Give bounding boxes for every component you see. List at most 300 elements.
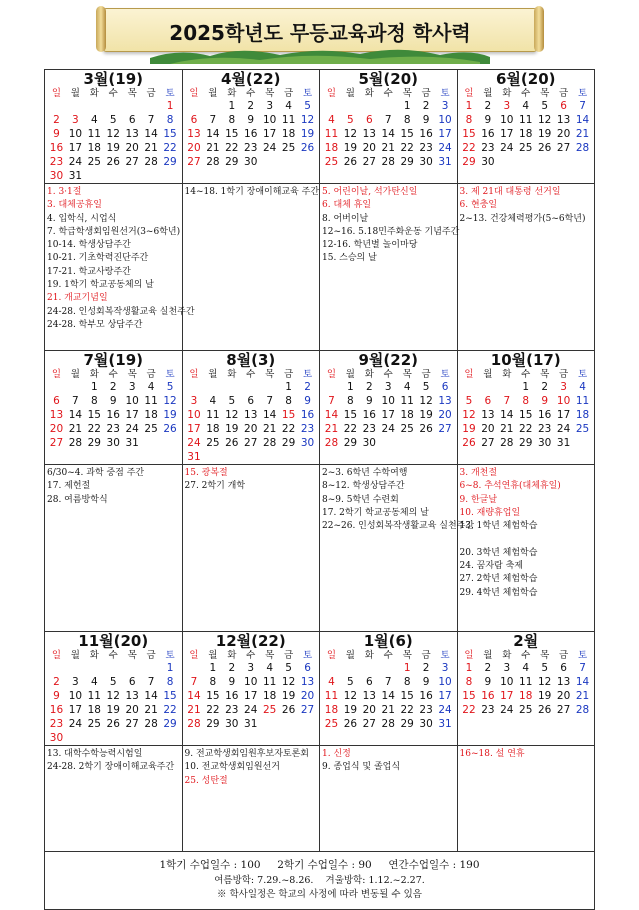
event-note: 3. 개천절 (459, 468, 498, 478)
calendar-day: 28 (68, 437, 83, 449)
vacation-summary: 여름방학: 7.29.~8.26. 겨울방학: 1.12.~2.27. (214, 875, 425, 886)
weekday-label: 월 (483, 650, 493, 661)
calendar-day: 5 (541, 100, 549, 112)
calendar-day: 4 (90, 676, 98, 688)
event-note: 24. 꿈자람 축제 (459, 561, 524, 572)
weekday-label: 목 (540, 88, 550, 99)
calendar-day: 1 (465, 100, 473, 112)
calendar-day: 6 (190, 114, 198, 126)
weekday-label: 수 (246, 369, 256, 380)
calendar-day: 24 (438, 142, 452, 154)
calendar-day: 26 (281, 704, 296, 716)
calendar-day: 11 (281, 114, 296, 126)
calendar-day (47, 99, 66, 113)
calendar-day (185, 380, 204, 394)
calendar-day (123, 99, 142, 113)
calendar-day: 27 (125, 718, 139, 730)
calendar-day: 28 (575, 142, 590, 154)
calendar-day: 26 (537, 142, 552, 154)
month-notes (182, 184, 320, 351)
weekday-label: 수 (521, 88, 531, 99)
calendar-day (279, 450, 298, 464)
calendar-day: 14 (144, 690, 158, 702)
weekday-label: 금 (284, 650, 294, 661)
calendar-day: 27 (362, 156, 376, 168)
weekday-label: 목 (127, 88, 137, 99)
calendar-day: 15 (462, 128, 476, 140)
calendar-day: 7 (147, 676, 155, 688)
day-grid (183, 650, 320, 731)
calendar-day: 14 (381, 128, 395, 140)
month-title: 4월(22) (220, 70, 281, 88)
calendar-day (279, 155, 298, 169)
weekday-label: 금 (284, 369, 294, 380)
calendar-day: 13 (362, 128, 376, 140)
calendar-day: 28 (381, 718, 395, 730)
event-note: 28. 여름방학식 (47, 494, 108, 505)
calendar-day: 29 (400, 718, 414, 730)
day-grid (45, 650, 182, 745)
month-calendar (457, 351, 595, 465)
weekday-label: 일 (189, 88, 199, 99)
calendar-day: 23 (106, 423, 120, 435)
calendar-day: 11 (144, 395, 158, 407)
calendar-day: 21 (575, 128, 590, 140)
calendar-day: 14 (500, 409, 514, 421)
calendar-day: 16 (300, 409, 315, 421)
calendar-day: 9 (53, 128, 60, 140)
calendar-day: 10 (125, 395, 139, 407)
event-note: 10-14. 학생상담주간 (47, 240, 131, 251)
event-note: 10-21. 기초학력진단주간 (47, 253, 149, 264)
event-note: 7. 학급학생회임원선거(3~6학년) (47, 226, 181, 237)
weekday-label: 토 (440, 650, 450, 661)
weekday-label: 토 (577, 88, 588, 99)
calendar-day: 3 (503, 100, 511, 112)
calendar-day: 14 (262, 409, 277, 421)
calendar-day: 25 (575, 423, 590, 435)
calendar-day: 28 (575, 704, 590, 716)
calendar-day: 29 (163, 718, 177, 730)
calendar-day: 25 (87, 156, 101, 168)
calendar-day (142, 99, 161, 113)
calendar-day: 5 (109, 676, 117, 688)
calendar-day: 26 (343, 718, 358, 730)
calendar-day: 11 (400, 395, 414, 407)
calendar-day: 5 (347, 114, 354, 126)
weekday-label: 목 (265, 88, 275, 99)
calendar-day: 16 (419, 128, 433, 140)
calendar-day: 29 (519, 437, 533, 449)
calendar-day: 17 (187, 423, 201, 435)
hills-decoration (150, 44, 490, 64)
calendar-day (573, 155, 592, 169)
calendar-day: 22 (225, 142, 239, 154)
calendar-day: 28 (206, 156, 220, 168)
calendar-day: 14 (575, 114, 590, 126)
weekday-label: 수 (521, 369, 531, 380)
calendar-day (222, 450, 241, 464)
calendar-day (260, 155, 279, 169)
calendar-day: 27 (362, 718, 376, 730)
calendar-day (104, 731, 123, 745)
event-note: 21. 개교기념일 (47, 293, 108, 304)
weekday-label: 월 (208, 650, 218, 661)
calendar-day (203, 380, 222, 394)
weekday-label: 화 (89, 369, 99, 380)
calendar-day: 30 (300, 437, 315, 449)
calendar-day: 20 (49, 423, 64, 435)
calendar-day: 11 (206, 409, 220, 421)
calendar-day: 8 (90, 395, 98, 407)
calendar-day: 3 (503, 662, 511, 674)
calendar-day: 13 (556, 114, 571, 126)
calendar-day: 9 (304, 395, 311, 407)
calendar-day: 30 (537, 437, 552, 449)
calendar-day: 14 (187, 690, 201, 702)
calendar-day: 4 (522, 662, 530, 674)
calendar-day: 29 (462, 156, 476, 168)
month-title: 9월(22) (358, 351, 418, 369)
calendar-day: 6 (560, 662, 567, 674)
calendar-day (185, 661, 204, 675)
calendar-day: 23 (481, 704, 495, 716)
calendar-day: 23 (362, 423, 376, 435)
calendar-day: 12 (300, 114, 315, 126)
calendar-day: 30 (225, 718, 239, 730)
weekday-label: 금 (421, 369, 431, 380)
calendar-day (379, 661, 398, 675)
day-grid (183, 369, 320, 464)
calendar-day: 13 (244, 409, 258, 421)
weekday-label: 목 (127, 650, 137, 661)
calendar-day: 16 (244, 128, 258, 140)
calendar-day: 17 (68, 142, 83, 154)
calendar-day: 27 (481, 437, 495, 449)
calendar-day: 31 (68, 170, 83, 182)
calendar-day: 9 (53, 690, 60, 702)
calendar-day (360, 661, 379, 675)
calendar-day: 1 (347, 381, 354, 393)
weekday-label: 금 (284, 88, 294, 99)
calendar-day: 5 (109, 114, 117, 126)
calendar-day: 24 (438, 704, 452, 716)
calendar-day: 15 (400, 128, 414, 140)
calendar-day: 11 (87, 128, 101, 140)
calendar-day: 27 (300, 704, 315, 716)
day-grid (45, 369, 182, 450)
calendar-day: 10 (68, 690, 83, 702)
calendar-day: 26 (537, 704, 552, 716)
calendar-day: 8 (522, 395, 530, 407)
calendar-day: 6 (128, 676, 136, 688)
calendar-day: 30 (244, 156, 258, 168)
calendar-day: 18 (262, 690, 277, 702)
weekday-label: 토 (302, 88, 313, 99)
calendar-day (260, 717, 279, 731)
calendar-day (497, 380, 516, 394)
calendar-day: 23 (225, 704, 239, 716)
event-note: 6/30~4. 과학 중점 주간 (47, 468, 145, 478)
event-note: 27. 2학년 체험학습 (459, 574, 538, 585)
calendar-day: 8 (209, 676, 217, 688)
calendar-day: 13 (438, 395, 452, 407)
calendar-day: 5 (166, 381, 174, 393)
event-note: 6. 현충일 (459, 200, 498, 211)
calendar-day: 1 (403, 662, 411, 674)
month-title: 10월(17) (490, 351, 561, 369)
calendar-day: 3 (266, 100, 274, 112)
weekday-label: 수 (383, 369, 393, 380)
month-calendar (182, 632, 320, 746)
weekday-label: 목 (402, 369, 412, 380)
calendar-day (47, 380, 66, 394)
calendar-day: 4 (328, 114, 335, 126)
calendar-day: 18 (144, 409, 158, 421)
calendar-day: 9 (422, 114, 430, 126)
event-note: 12-16. 학년별 놀이마당 (322, 240, 418, 251)
calendar-day (203, 450, 222, 464)
day-grid (320, 650, 457, 731)
calendar-day: 24 (500, 704, 514, 716)
calendar-day: 13 (300, 676, 315, 688)
calendar-day: 4 (328, 676, 335, 688)
calendar-day: 30 (419, 156, 433, 168)
calendar-day (123, 169, 142, 183)
weekday-label: 수 (108, 650, 118, 661)
calendar-day (185, 99, 204, 113)
calendar-day: 17 (500, 128, 514, 140)
event-note: 14~18. 1학기 장애이해교육 주간 (184, 187, 320, 197)
event-note: 17. 제헌절 (47, 481, 91, 492)
event-note: 27. 2학기 개학 (184, 481, 246, 492)
weekday-label: 수 (108, 88, 118, 99)
weekday-label: 일 (326, 369, 337, 380)
calendar-day: 25 (262, 704, 277, 716)
event-note: 9. 한글날 (459, 494, 498, 505)
calendar-day: 25 (400, 423, 414, 435)
month-notes (320, 184, 458, 351)
calendar-day: 16 (481, 128, 495, 140)
calendar-day: 31 (187, 451, 201, 463)
calendar-day: 24 (500, 142, 514, 154)
calendar-day: 23 (49, 156, 64, 168)
calendar-day: 20 (300, 690, 315, 702)
calendar-day: 22 (281, 423, 296, 435)
weekday-label: 일 (326, 650, 337, 661)
calendar-day: 11 (575, 395, 590, 407)
event-note: 9. 전교학생회임원후보자토론회 (184, 749, 309, 759)
weekday-label: 목 (265, 369, 275, 380)
month-calendar (320, 70, 458, 184)
calendar-day: 30 (49, 170, 64, 182)
calendar-day: 4 (266, 662, 274, 674)
event-note: 6~8. 추석연휴(대체휴일) (459, 481, 561, 492)
calendar-day: 23 (244, 142, 258, 154)
weekday-label: 일 (189, 650, 199, 661)
calendar-day: 19 (281, 690, 296, 702)
event-note: 25. 성탄절 (184, 775, 228, 786)
calendar-day: 13 (481, 409, 495, 421)
calendar-day: 28 (187, 718, 201, 730)
weekday-label: 화 (89, 88, 99, 99)
weekday-label: 화 (502, 650, 512, 661)
calendar-day: 25 (519, 704, 533, 716)
calendar-day: 5 (285, 662, 292, 674)
weekday-label: 일 (326, 88, 337, 99)
calendar-day: 26 (419, 423, 433, 435)
calendar-day: 7 (190, 676, 198, 688)
calendar-day: 30 (106, 437, 120, 449)
calendar-day: 14 (68, 409, 83, 421)
calendar-day: 16 (49, 704, 64, 716)
weekday-label: 월 (345, 650, 355, 661)
calendar-day: 20 (556, 690, 571, 702)
weekday-label: 금 (559, 650, 569, 661)
weekday-label: 토 (440, 369, 450, 380)
calendar-day: 21 (381, 704, 395, 716)
calendar-day: 19 (225, 423, 239, 435)
calendar-day: 15 (87, 409, 101, 421)
month-title: 12월(22) (215, 632, 286, 650)
event-note: 5. 어린이날, 석가탄신일 (322, 187, 418, 197)
calendar-day: 18 (281, 128, 296, 140)
calendar-day: 26 (462, 437, 476, 449)
day-grid (320, 88, 457, 169)
weekday-label: 화 (227, 369, 237, 380)
event-note: 3. 대체공휴일 (47, 200, 102, 211)
calendar-day: 31 (438, 156, 452, 168)
calendar-day: 19 (537, 128, 552, 140)
calendar-day: 14 (381, 690, 395, 702)
event-note: 6. 대체 휴일 (322, 200, 372, 211)
calendar-day (341, 661, 360, 675)
calendar-day: 22 (462, 704, 476, 716)
calendar-day: 23 (419, 704, 433, 716)
calendar-day (478, 380, 497, 394)
calendar-day: 24 (262, 142, 277, 154)
month-title: 7월(19) (83, 351, 143, 369)
weekday-label: 화 (364, 88, 374, 99)
event-note: 24-28. 학부모 상담주간 (47, 319, 143, 330)
day-grid (458, 88, 595, 169)
calendar-day: 7 (384, 114, 392, 126)
calendar-day: 15 (163, 128, 177, 140)
calendar-day: 29 (400, 156, 414, 168)
calendar-day: 7 (328, 395, 335, 407)
calendar-day: 13 (49, 409, 64, 421)
calendar-day: 4 (90, 114, 98, 126)
calendar-day: 1 (209, 662, 217, 674)
calendar-day: 30 (49, 732, 64, 744)
calendar-day: 21 (144, 704, 158, 716)
event-note: 13. 대학수학능력시험일 (47, 749, 143, 759)
month-notes (320, 746, 458, 852)
weekday-label: 목 (540, 369, 550, 380)
calendar-day: 17 (556, 409, 571, 421)
calendar-day: 29 (206, 718, 220, 730)
calendar-day: 13 (125, 128, 139, 140)
event-note (460, 533, 595, 546)
month-calendar (45, 351, 183, 465)
calendar-day (222, 380, 241, 394)
weekday-label: 금 (146, 650, 156, 661)
calendar-day: 21 (206, 142, 220, 154)
calendar-day: 21 (144, 142, 158, 154)
calendar-day: 3 (72, 114, 79, 126)
calendar-day: 19 (300, 128, 315, 140)
calendar-day (554, 155, 573, 169)
calendar-day: 29 (87, 437, 101, 449)
event-note: 10. 재량휴업일 (459, 507, 521, 518)
calendar-day (535, 155, 554, 169)
calendar-day (66, 661, 85, 675)
calendar-day: 1 (166, 100, 174, 112)
calendar-day: 19 (462, 423, 476, 435)
calendar-day: 25 (87, 718, 101, 730)
weekday-label: 금 (559, 369, 569, 380)
calendar-day: 18 (519, 690, 533, 702)
calendar-day: 23 (419, 142, 433, 154)
calendar-day: 9 (228, 676, 236, 688)
calendar-day: 2 (365, 381, 373, 393)
calendar-day: 9 (484, 676, 492, 688)
weekday-label: 화 (502, 88, 512, 99)
calendar-day: 10 (438, 114, 452, 126)
calendar-day: 8 (166, 676, 174, 688)
weekday-label: 금 (559, 88, 569, 99)
calendar-day: 11 (87, 690, 101, 702)
calendar-day: 26 (106, 156, 120, 168)
calendar-day: 23 (49, 718, 64, 730)
calendar-day: 28 (144, 156, 158, 168)
calendar-day: 27 (125, 156, 139, 168)
calendar-day: 24 (68, 156, 83, 168)
calendar-day: 22 (163, 142, 177, 154)
calendar-day: 21 (381, 142, 395, 154)
calendar-day: 2 (304, 381, 311, 393)
calendar-day: 9 (365, 395, 373, 407)
calendar-day (85, 169, 104, 183)
calendar-day: 18 (324, 142, 339, 154)
weekday-label: 월 (345, 88, 355, 99)
calendar-day (161, 731, 180, 745)
weekday-label: 화 (364, 650, 374, 661)
calendar-day: 10 (244, 676, 258, 688)
calendar-day: 7 (579, 662, 586, 674)
event-note: 29. 4학년 체험학습 (459, 587, 538, 598)
calendar-day: 29 (163, 156, 177, 168)
calendar-day: 10 (262, 114, 277, 126)
calendar-day: 27 (556, 142, 571, 154)
calendar-day (161, 169, 180, 183)
calendar-day: 13 (187, 128, 201, 140)
calendar-day: 12 (106, 128, 120, 140)
calendar-day: 21 (187, 704, 201, 716)
calendar-day: 19 (106, 142, 120, 154)
calendar-day: 27 (438, 423, 452, 435)
calendar-day: 12 (537, 676, 552, 688)
calendar-day: 30 (419, 718, 433, 730)
calendar-day (360, 99, 379, 113)
calendar-day: 24 (244, 704, 258, 716)
calendar-day: 9 (109, 395, 117, 407)
calendar-day: 26 (106, 718, 120, 730)
calendar-day: 19 (419, 409, 433, 421)
calendar-day: 9 (247, 114, 255, 126)
calendar-day: 18 (519, 128, 533, 140)
weekday-label: 월 (70, 650, 80, 661)
